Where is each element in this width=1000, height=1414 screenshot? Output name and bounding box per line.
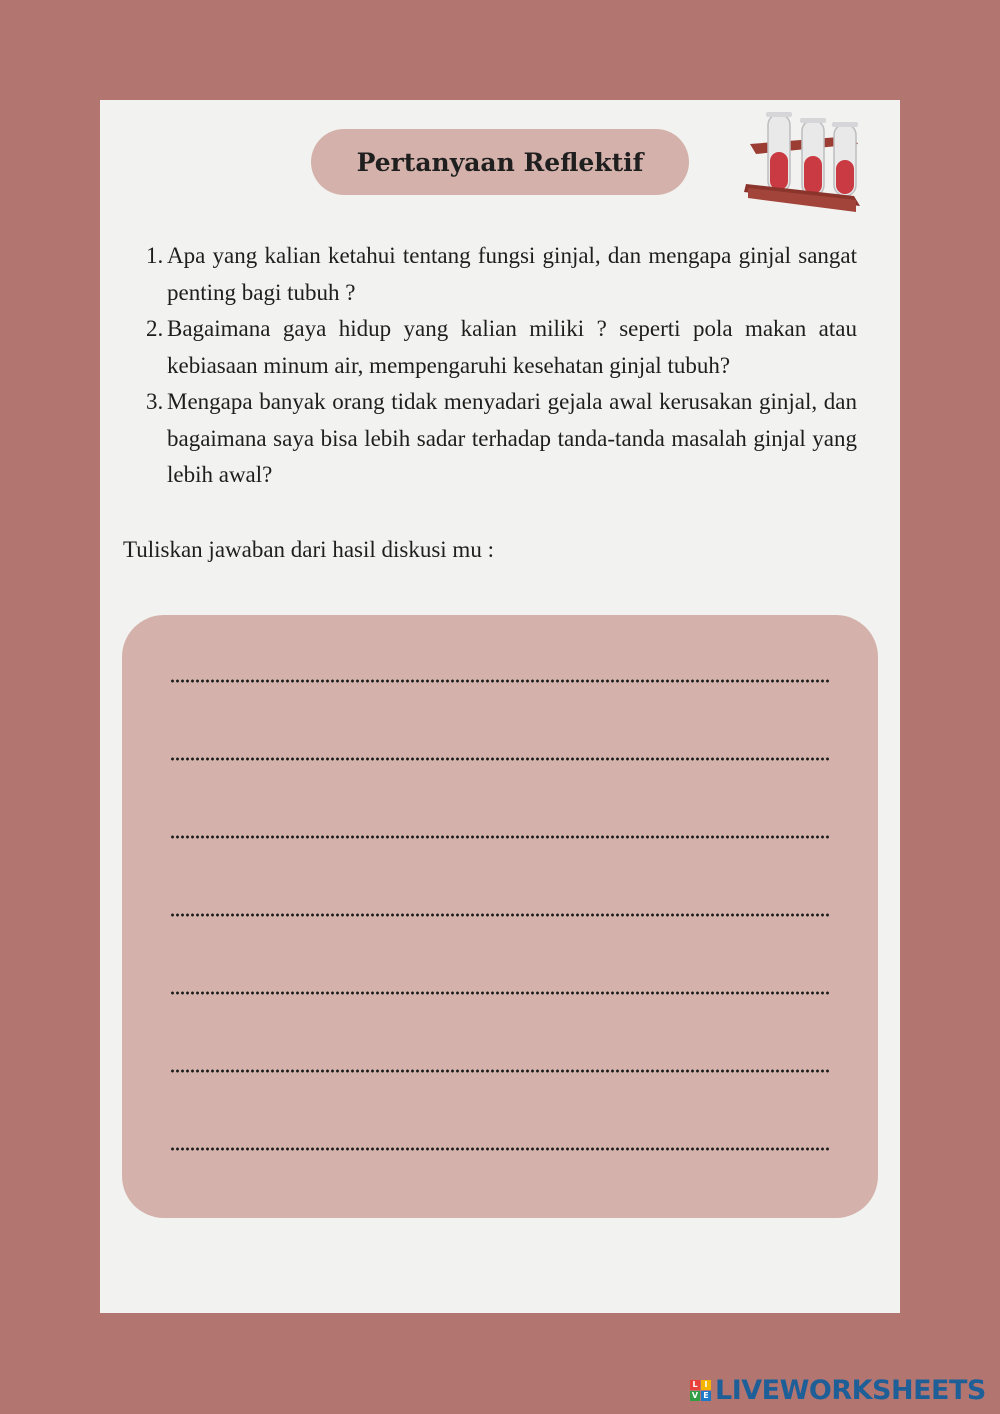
answer-box: [122, 615, 878, 1218]
answer-line[interactable]: [170, 835, 830, 839]
question-number: 3.: [146, 389, 164, 414]
question-number: 1.: [146, 243, 164, 268]
question-item: [146, 238, 857, 311]
question-list: [146, 238, 857, 494]
answer-line[interactable]: [170, 913, 830, 917]
liveworksheets-logo-icon: L I V E: [690, 1380, 711, 1401]
test-tubes-rack-icon: [744, 108, 872, 220]
answer-line[interactable]: [170, 1069, 830, 1073]
question-text: Bagaimana gaya hidup yang kalian miliki ? seperti pola makan atau kebiasaan minum air, mempengaruhi kesehatan ginjal tubuh?: [167, 316, 857, 378]
answer-line[interactable]: [170, 757, 830, 761]
answer-line[interactable]: [170, 679, 830, 683]
question-number: 2.: [146, 316, 164, 341]
question-text: Apa yang kalian ketahui tentang fungsi ginjal, dan mengapa ginjal sangat penting bagi tubuh ?: [167, 243, 857, 305]
liveworksheets-logo: [690, 1373, 986, 1407]
question-item: [146, 311, 857, 384]
answer-line[interactable]: [170, 1147, 830, 1151]
question-item: [146, 384, 857, 494]
brand-name: LIVEWORKSHEETS: [715, 1374, 986, 1406]
worksheet-page: [100, 100, 900, 1313]
page-title: Pertanyaan Reflektif: [311, 129, 689, 195]
answer-line[interactable]: [170, 991, 830, 995]
question-text: Mengapa banyak orang tidak menyadari gejala awal kerusakan ginjal, dan bagaimana saya bisa lebih sadar terhadap tanda-tanda masalah ginjal yang lebih awal?: [167, 389, 857, 487]
answer-instruction: Tuliskan jawaban dari hasil diskusi mu :: [123, 537, 494, 562]
